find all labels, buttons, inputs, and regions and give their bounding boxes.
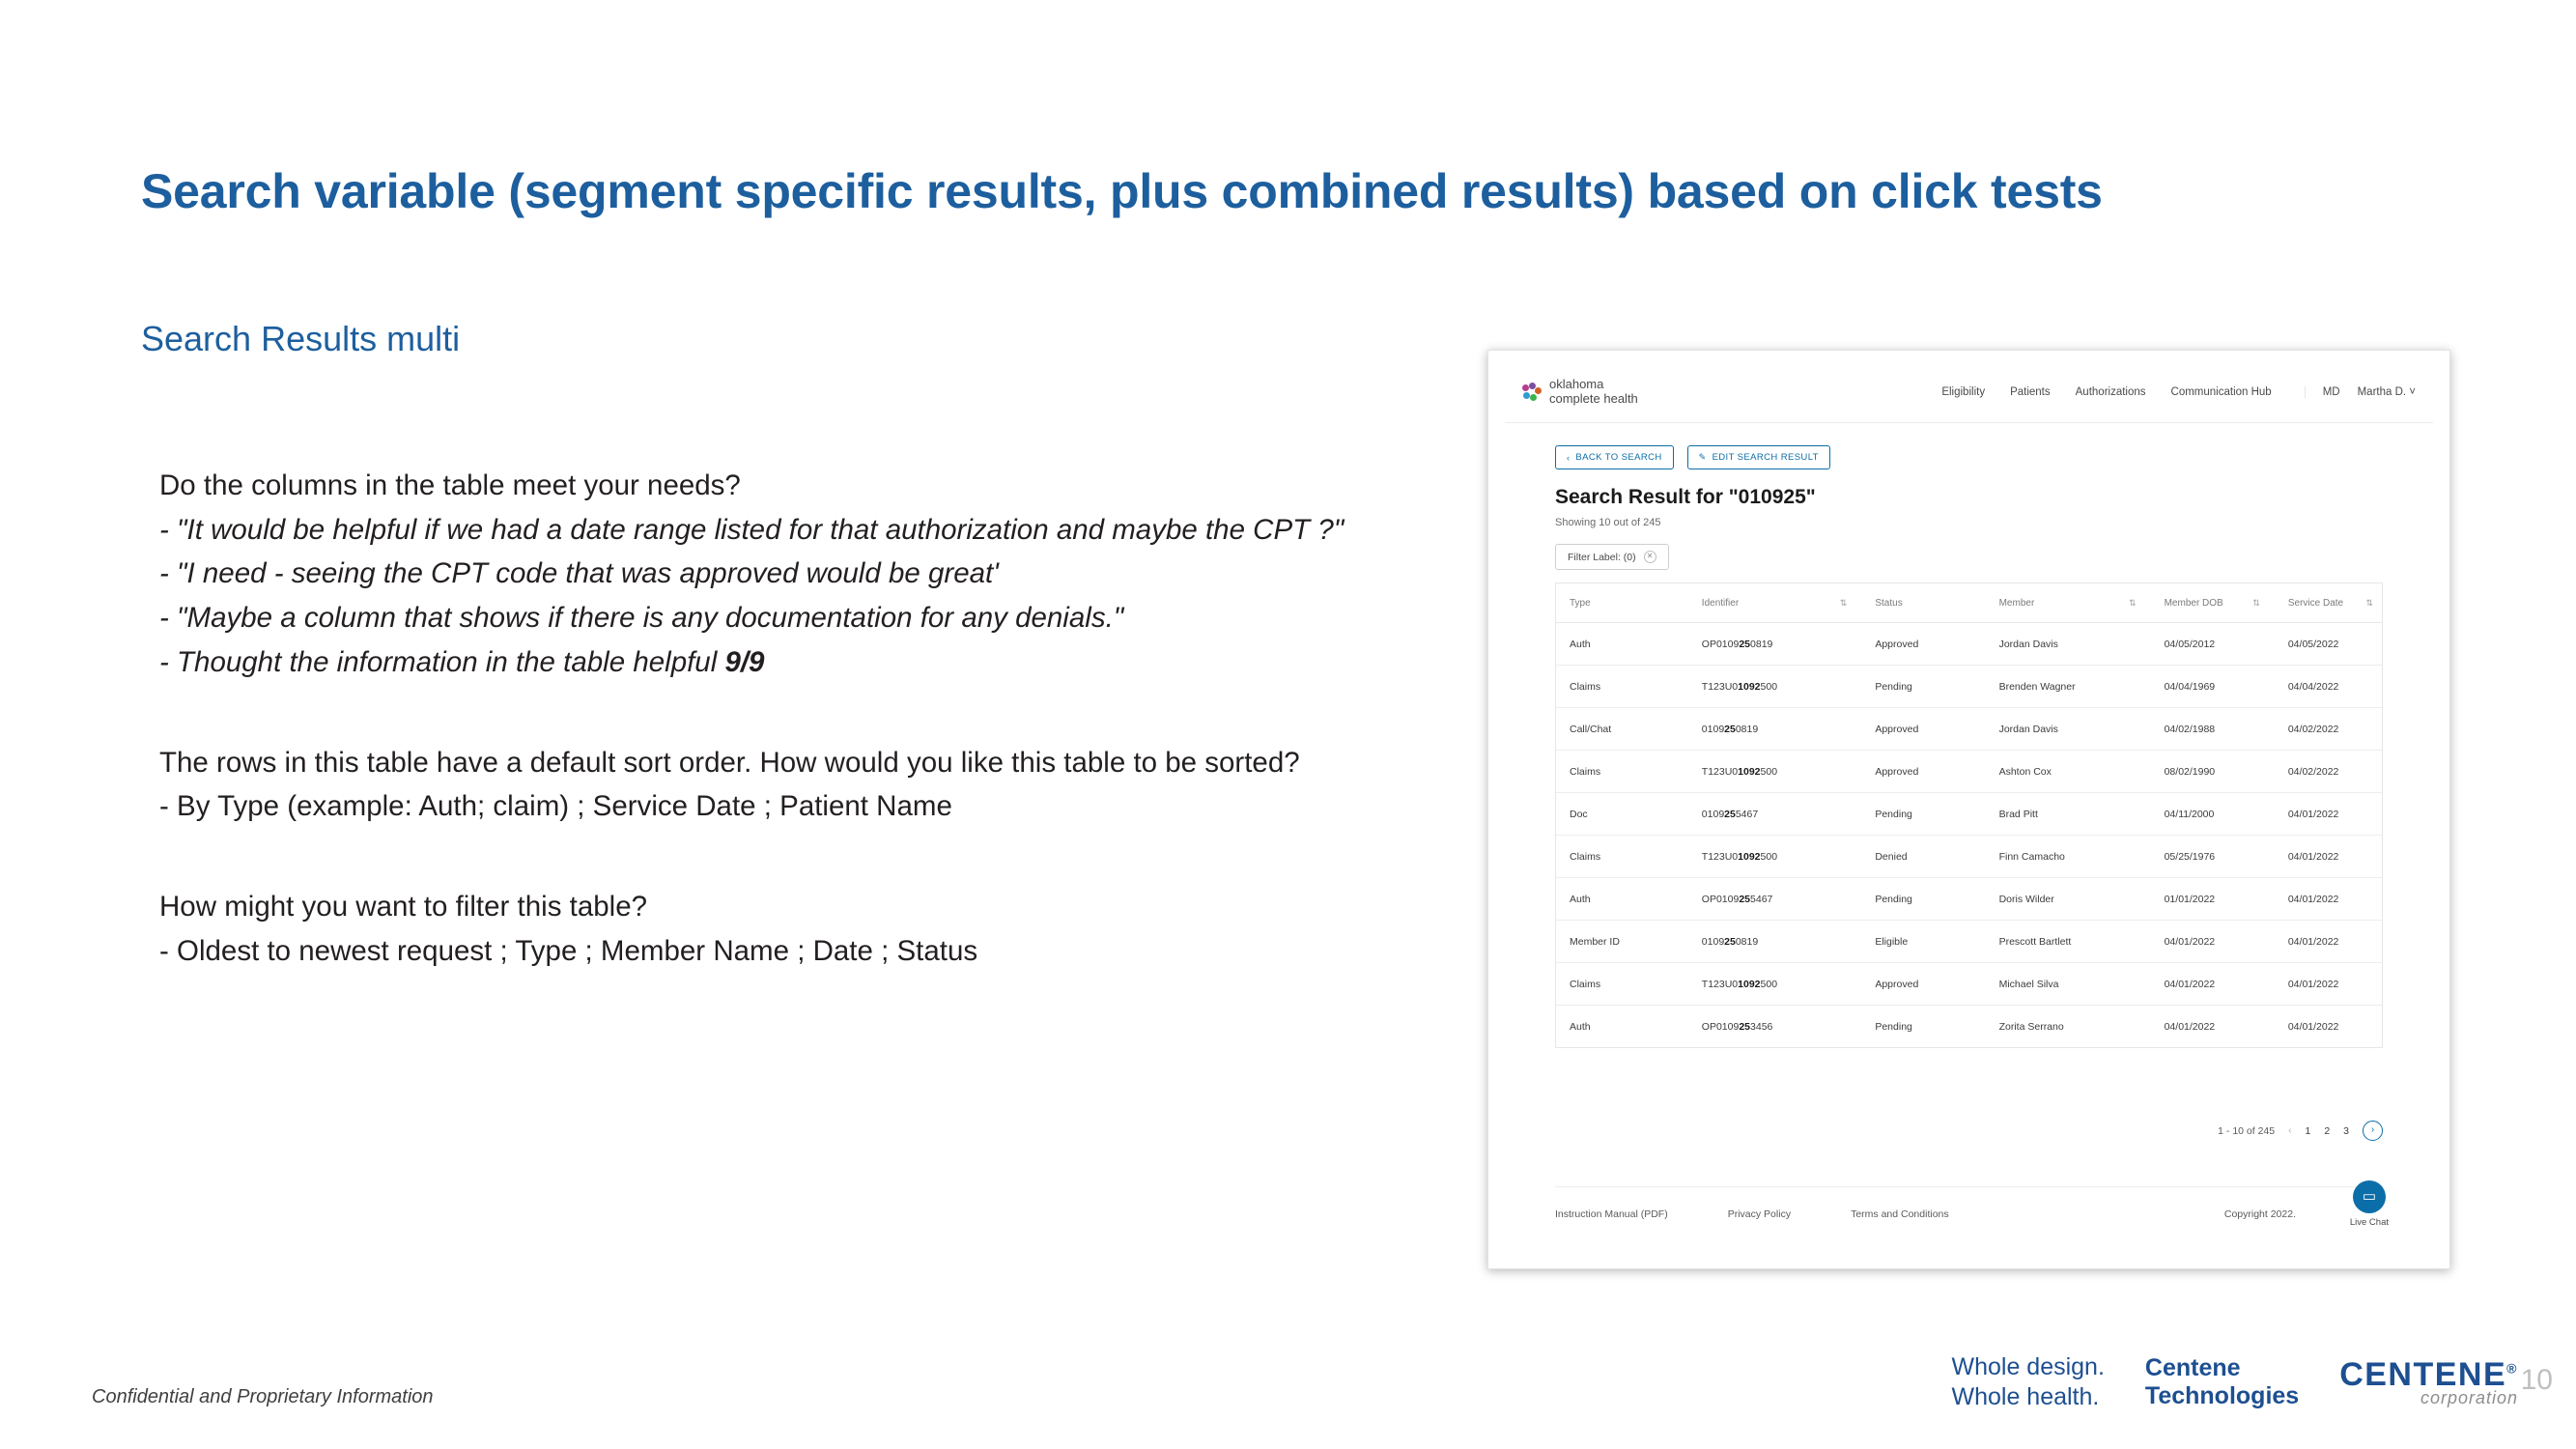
answer-1-2: - "I need - seeing the CPT code that was approved would be great': [159, 557, 999, 590]
oklahoma-flower-icon: [1522, 383, 1542, 402]
cell-status: Approved: [1875, 723, 1919, 735]
column-header-status: Status: [1875, 597, 1903, 609]
table-row[interactable]: [1556, 708, 2382, 751]
cell-dob-label: 04/01/2022: [2164, 978, 2216, 990]
cell-dob-label: 04/11/2000: [2164, 808, 2215, 820]
answer-1-4-text: - Thought the information in the table helpful: [159, 645, 725, 678]
cell-member-label: Jordan Davis: [1998, 723, 2058, 735]
cell-identifier-post: 5467: [1735, 808, 1759, 820]
cell-status: Pending: [1875, 680, 1912, 693]
column-header-service-date[interactable]: [2275, 598, 2382, 609]
cell-identifier-mid: 1092: [1738, 765, 1761, 778]
cell-member-label: Michael Silva: [1998, 978, 2059, 990]
column-header-identifier-label: Identifier: [1701, 597, 1740, 609]
table-row[interactable]: [1556, 963, 2382, 1006]
notes-body: [159, 464, 1483, 973]
cell-identifier-pre: 0109: [1701, 808, 1725, 820]
cell-identifier-post: 500: [1760, 765, 1778, 778]
brand-line-2: complete health: [1549, 391, 1638, 406]
cell-service-date: [2275, 894, 2382, 905]
cell-service-date-label: 04/01/2022: [2287, 1020, 2339, 1033]
cell-identifier-pre: OP0109: [1701, 1020, 1740, 1033]
answer-1-4-score: 9/9: [724, 645, 765, 678]
cell-member: [1986, 979, 2151, 990]
cell-type: Claims: [1570, 680, 1601, 693]
cell-identifier-mid: 25: [1724, 808, 1736, 820]
cell-dob: [2151, 936, 2275, 948]
cell-member: [1986, 1021, 2151, 1033]
user-initials: MD: [2322, 386, 2340, 398]
cell-identifier-pre: 0109: [1701, 723, 1725, 735]
cell-identifier-post: 0819: [1735, 723, 1759, 735]
table-row[interactable]: [1556, 921, 2382, 963]
cell-dob: [2151, 766, 2275, 778]
question-2: The rows in this table have a default sort order. How would you like this table to be sorted?: [159, 746, 1300, 779]
footer-link-terms[interactable]: Terms and Conditions: [1851, 1208, 1949, 1220]
cell-dob: [2151, 724, 2275, 735]
table-row[interactable]: [1556, 878, 2382, 921]
tagline: [1951, 1352, 2104, 1413]
nav-item-authorizations[interactable]: Authorizations: [2075, 386, 2146, 398]
pagination: [2218, 1121, 2383, 1141]
centene-tech-line-1: Centene: [2144, 1353, 2241, 1381]
column-header-member[interactable]: [1986, 598, 2151, 609]
answer-1-1: - "It would be helpful if we had a date range listed for that authorization and maybe the CPT ?": [159, 513, 1345, 546]
question-block-3: [159, 885, 1483, 973]
centene-corporation-logo: [2339, 1356, 2518, 1408]
page-2-button[interactable]: 2: [2324, 1124, 2331, 1137]
cell-dob: [2151, 851, 2275, 863]
cell-member-label: Brenden Wagner: [1998, 680, 2076, 693]
cell-service-date-label: 04/01/2022: [2287, 978, 2339, 990]
cell-dob: [2151, 1021, 2275, 1033]
slide-number: 10: [2520, 1364, 2553, 1396]
cell-identifier-post: 500: [1760, 850, 1778, 863]
cell-identifier-pre: OP0109: [1701, 893, 1740, 905]
table-row[interactable]: [1556, 666, 2382, 708]
cell-dob-label: 04/01/2022: [2164, 1020, 2216, 1033]
search-result-count: Showing 10 out of 245: [1555, 517, 1661, 528]
sort-icon[interactable]: ⇅: [2365, 597, 2372, 608]
app-nav: [1941, 386, 2416, 398]
question-block-2: [159, 741, 1483, 829]
registered-trademark-icon: ®: [2506, 1360, 2518, 1377]
cell-identifier: [1688, 894, 1862, 905]
pagination-range: 1 - 10 of 245: [2218, 1124, 2276, 1137]
cell-service-date-label: 04/02/2022: [2287, 765, 2339, 778]
cell-identifier-mid: 25: [1739, 893, 1751, 905]
table-header-row: [1556, 583, 2382, 623]
cell-status: Eligible: [1875, 935, 1909, 948]
app-screenshot-mock: [1487, 350, 2450, 1269]
edit-search-result-button[interactable]: [1687, 445, 1830, 469]
cell-type: Auth: [1570, 893, 1591, 905]
table-row[interactable]: [1556, 836, 2382, 878]
table-row[interactable]: [1556, 623, 2382, 666]
cell-member: [1986, 894, 2151, 905]
cell-identifier: [1688, 766, 1862, 778]
cell-dob: [2151, 639, 2275, 650]
centene-wordmark-text: CENTENE: [2339, 1356, 2507, 1394]
live-chat-label: Live Chat: [2349, 1217, 2389, 1228]
cell-dob-label: 04/02/1988: [2164, 723, 2216, 735]
cell-service-date-label: 04/01/2022: [2287, 935, 2339, 948]
page-3-button[interactable]: 3: [2343, 1124, 2349, 1137]
cell-service-date: [2275, 681, 2382, 693]
cell-identifier-mid: 25: [1724, 723, 1736, 735]
cell-status: Pending: [1875, 808, 1912, 820]
cell-service-date: [2275, 1021, 2382, 1033]
column-header-identifier[interactable]: [1688, 598, 1862, 609]
cell-identifier-mid: 1092: [1738, 680, 1761, 693]
cell-identifier: [1688, 1021, 1862, 1033]
filter-label-chip[interactable]: [1555, 544, 1669, 570]
cell-dob-label: 04/04/1969: [2164, 680, 2216, 693]
cell-dob: [2151, 894, 2275, 905]
cell-type: Claims: [1570, 765, 1601, 778]
column-header-service-date-label: Service Date: [2287, 597, 2344, 609]
brand-name: [1549, 378, 1638, 406]
edit-search-result-label: EDIT SEARCH RESULT: [1712, 452, 1819, 463]
cell-dob-label: 08/02/1990: [2164, 765, 2216, 778]
cell-service-date: [2275, 809, 2382, 820]
column-header-member-dob-label: Member DOB: [2164, 597, 2223, 609]
answer-2-1: - By Type (example: Auth; claim) ; Service Date ; Patient Name: [159, 790, 952, 823]
cell-identifier-post: 0819: [1735, 935, 1759, 948]
cell-type: Auth: [1570, 1020, 1591, 1033]
cell-identifier-mid: 25: [1739, 1020, 1751, 1033]
cell-status: Approved: [1875, 765, 1919, 778]
question-1: Do the columns in the table meet your needs?: [159, 469, 741, 501]
cell-identifier: [1688, 979, 1862, 990]
sort-icon[interactable]: ⇅: [2129, 597, 2136, 608]
cell-member: [1986, 639, 2151, 650]
tagline-line-2: Whole health.: [1951, 1383, 2100, 1411]
footer-link-privacy-policy[interactable]: Privacy Policy: [1727, 1208, 1792, 1220]
cell-service-date-label: 04/01/2022: [2287, 808, 2339, 820]
answer-1-3: - "Maybe a column that shows if there is any documentation for any denials.": [159, 602, 1124, 635]
cell-identifier: [1688, 724, 1862, 735]
tagline-line-1: Whole design.: [1951, 1353, 2105, 1380]
cell-identifier: [1688, 681, 1862, 693]
cell-member-label: Jordan Davis: [1998, 638, 2058, 650]
nav-item-patients[interactable]: Patients: [2010, 386, 2051, 398]
cell-dob-label: 04/05/2012: [2164, 638, 2216, 650]
page-1-button[interactable]: 1: [2305, 1124, 2311, 1137]
cell-service-date-label: 04/04/2022: [2287, 680, 2339, 693]
cell-identifier-post: 0819: [1750, 638, 1773, 650]
cell-service-date: [2275, 639, 2382, 650]
cell-status: Approved: [1875, 638, 1919, 650]
cell-dob-label: 05/25/1976: [2164, 850, 2216, 863]
sort-icon[interactable]: ⇅: [2252, 597, 2259, 608]
cell-identifier-pre: T123U0: [1701, 765, 1739, 778]
footer-link-instruction-manual[interactable]: Instruction Manual (PDF): [1555, 1208, 1668, 1220]
cell-service-date: [2275, 724, 2382, 735]
cell-member-label: Brad Pitt: [1998, 808, 2038, 820]
cell-member: [1986, 809, 2151, 820]
cell-identifier-mid: 25: [1739, 638, 1751, 650]
cell-type: Doc: [1570, 808, 1588, 820]
answer-3-1: - Oldest to newest request ; Type ; Member Name ; Date ; Status: [159, 934, 978, 967]
close-icon[interactable]: ✕: [1644, 551, 1656, 563]
question-block-1: [159, 464, 1483, 685]
column-header-type: Type: [1570, 597, 1591, 609]
cell-type: Claims: [1570, 850, 1601, 863]
chat-icon: ▭: [2353, 1180, 2386, 1213]
cell-member-label: Doris Wilder: [1998, 893, 2054, 905]
cell-member-label: Zorita Serrano: [1998, 1020, 2064, 1033]
cell-identifier: [1688, 936, 1862, 948]
cell-service-date: [2275, 979, 2382, 990]
cell-identifier-post: 500: [1760, 978, 1778, 990]
live-chat-button[interactable]: [2350, 1180, 2389, 1228]
cell-status: Pending: [1875, 1020, 1912, 1033]
cell-identifier: [1688, 639, 1862, 650]
nav-item-eligibility[interactable]: Eligibility: [1941, 386, 1986, 398]
column-header-member-label: Member: [1998, 597, 2035, 609]
cell-identifier-pre: OP0109: [1701, 638, 1740, 650]
results-table: [1555, 582, 2383, 1048]
cell-dob-label: 04/01/2022: [2164, 935, 2216, 948]
cell-service-date-label: 04/01/2022: [2287, 893, 2339, 905]
back-to-search-label: BACK TO SEARCH: [1575, 452, 1662, 463]
cell-service-date: [2275, 936, 2382, 948]
cell-dob: [2151, 979, 2275, 990]
sort-icon[interactable]: ⇅: [1839, 597, 1847, 608]
cell-identifier-mid: 1092: [1738, 850, 1761, 863]
centene-subtext: corporation: [2420, 1388, 2518, 1408]
brand-logo: [1522, 378, 1638, 406]
table-row[interactable]: [1556, 793, 2382, 836]
cell-dob-label: 01/01/2022: [2164, 893, 2216, 905]
cell-service-date: [2275, 766, 2382, 778]
cell-dob: [2151, 809, 2275, 820]
chevron-right-icon[interactable]: ›: [2363, 1121, 2383, 1141]
cell-type: Member ID: [1570, 935, 1620, 948]
column-header-member-dob[interactable]: [2151, 598, 2275, 609]
centene-tech-line-2: Technologies: [2144, 1382, 2300, 1410]
cell-member: [1986, 851, 2151, 863]
cell-type: Auth: [1570, 638, 1591, 650]
nav-item-communication-hub[interactable]: Communication Hub: [2170, 386, 2272, 398]
cell-status: Approved: [1875, 978, 1919, 990]
cell-service-date: [2275, 851, 2382, 863]
cell-identifier: [1688, 851, 1862, 863]
question-3: How might you want to filter this table?: [159, 891, 648, 923]
app-footer: [1555, 1186, 2383, 1220]
cell-service-date-label: 04/05/2022: [2287, 638, 2339, 650]
search-result-title: Search Result for "010925": [1555, 486, 1816, 508]
brand-line-1: oklahoma: [1549, 377, 1604, 392]
cell-identifier-mid: 25: [1724, 935, 1736, 948]
cell-identifier-pre: T123U0: [1701, 680, 1739, 693]
user-name: Martha D. ˅: [2357, 386, 2416, 398]
cell-identifier-post: 5467: [1750, 893, 1773, 905]
app-window: [1505, 362, 2433, 1255]
cell-identifier-post: 3456: [1750, 1020, 1773, 1033]
footer-copyright: Copyright 2022.: [2223, 1208, 2296, 1220]
cell-service-date-label: 04/02/2022: [2287, 723, 2339, 735]
cell-service-date-label: 04/01/2022: [2287, 850, 2339, 863]
app-header: [1505, 362, 2433, 423]
cell-identifier-pre: T123U0: [1701, 978, 1739, 990]
chevron-left-icon: ‹: [1567, 452, 1571, 463]
cell-member: [1986, 724, 2151, 735]
cell-member-label: Finn Camacho: [1998, 850, 2065, 863]
user-menu[interactable]: [2305, 386, 2416, 398]
cell-type: Call/Chat: [1570, 723, 1612, 735]
result-toolbar: [1555, 445, 1830, 469]
cell-status: Denied: [1875, 850, 1908, 863]
filter-label-text: Filter Label: (0): [1568, 551, 1636, 563]
page-title: Search variable (segment specific results, plus combined results) based on click tests: [141, 164, 2103, 218]
cell-identifier-post: 500: [1760, 680, 1778, 693]
footer-logos: [1951, 1352, 2518, 1413]
cell-identifier-pre: 0109: [1701, 935, 1725, 948]
cell-member: [1986, 766, 2151, 778]
cell-member-label: Ashton Cox: [1998, 765, 2052, 778]
cell-member: [1986, 936, 2151, 948]
cell-dob: [2151, 681, 2275, 693]
table-row[interactable]: [1556, 751, 2382, 793]
cell-member-label: Prescott Bartlett: [1998, 935, 2072, 948]
cell-identifier-mid: 1092: [1738, 978, 1761, 990]
answer-1-4: [159, 640, 1483, 685]
page-subtitle: Search Results multi: [141, 319, 461, 358]
cell-identifier-pre: T123U0: [1701, 850, 1739, 863]
cell-type: Claims: [1570, 978, 1601, 990]
centene-technologies-logo: [2145, 1354, 2299, 1411]
cell-member: [1986, 681, 2151, 693]
table-row[interactable]: [1556, 1006, 2382, 1047]
cell-identifier: [1688, 809, 1862, 820]
confidentiality-notice: Confidential and Proprietary Information: [92, 1386, 434, 1407]
back-to-search-button[interactable]: [1555, 445, 1674, 469]
cell-status: Pending: [1875, 893, 1912, 905]
chevron-left-icon[interactable]: ‹: [2288, 1125, 2292, 1136]
pencil-icon: ✎: [1698, 452, 1707, 462]
